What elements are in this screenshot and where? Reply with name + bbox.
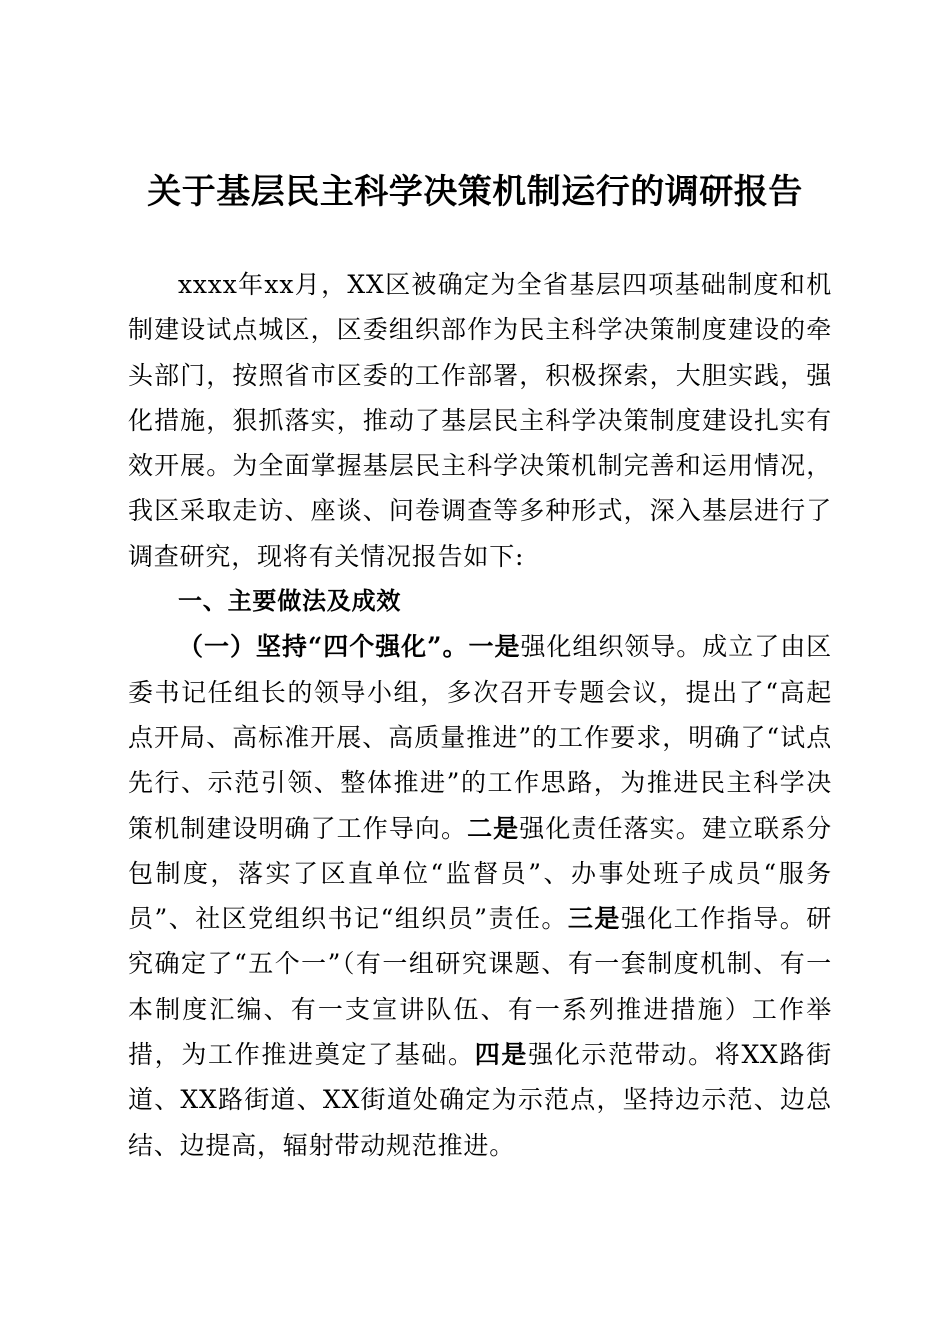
point-label-4: 四是: [474, 1040, 529, 1070]
subsection-heading: （一）坚持“四个强化”。: [178, 632, 469, 662]
document-body: [128, 262, 832, 1168]
point-text-3: 强化工作指导。研究确定了“五个一”（有一组研究课题、有一套制度机制、有一本制度汇编、有一支宣讲队伍、有一系列推进措施）工作举措，为工作推进奠定了基础。: [128, 904, 832, 1070]
section-heading-1: 一、主要做法及成效: [178, 587, 402, 616]
document-title: 关于基层民主科学决策机制运行的调研报告: [147, 172, 803, 212]
point-text-2: 强化责任落实。建立联系分包制度，落实了区直单位“监督员”、办事处班子成员“服务员”、社区党组织书记“组织员”责任。: [128, 813, 832, 934]
point-label-2: 二是: [467, 813, 520, 843]
subsection-paragraph-1: [128, 624, 832, 1168]
point-label-3: 三是: [567, 904, 621, 934]
point-text-4: 强化示范带动。将XX路街道、XX路街道、XX街道处确定为示范点，坚持边示范、边总结、边提高，辐射带动规范推进。: [128, 1040, 832, 1160]
intro-paragraph: xxxx年xx月，XX区被确定为全省基层四项基础制度和机制建设试点城区，区委组织部作为民主科学决策制度建设的牵头部门，按照省市区委的工作部署，积极探索，大胆实践，强化措施，狠抓落实，推动了基层民主科学决策制度建设扎实有效开展。为全面掌握基层民主科学决策机制完善和运用情况，我区采取走访、座谈、问卷调查等多种形式，深入基层进行了调查研究，现将有关情况报告如下:: [128, 270, 832, 571]
point-label-1: 一是: [468, 632, 521, 662]
point-text-1: 强化组织领导。成立了由区委书记任组长的领导小组，多次召开专题会议，提出了“高起点开局、高标准开展、高质量推进”的工作要求，明确了“试点先行、示范引领、整体推进”的工作思路，为推进民主科学决策机制建设明确了工作导向。: [128, 632, 832, 843]
